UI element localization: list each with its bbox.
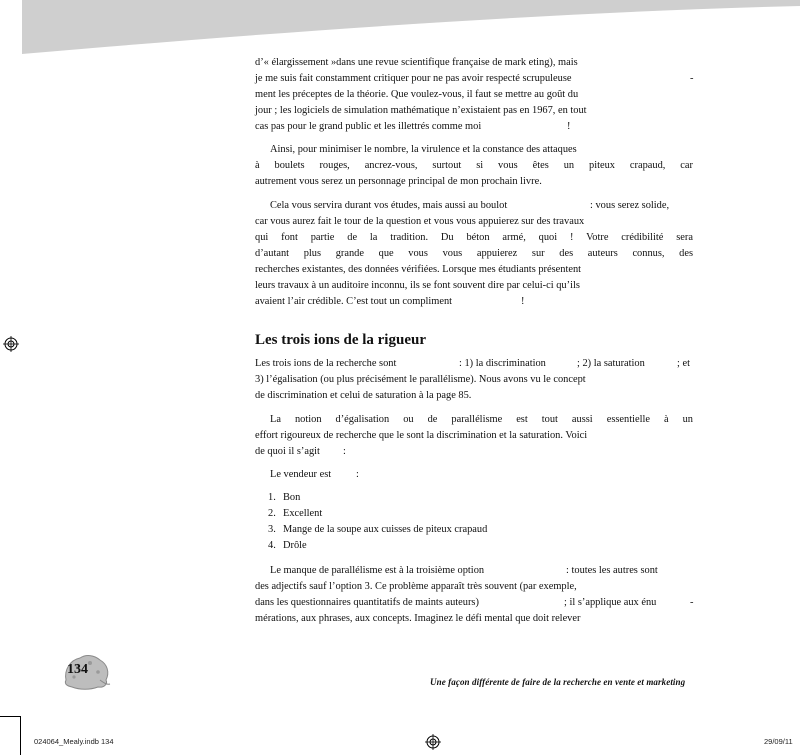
list-item-number: 4. xyxy=(268,540,276,551)
list-item: Bon xyxy=(283,492,301,503)
p7-line-1-end: : toutes les autres sont xyxy=(566,565,658,576)
list-item-number: 3. xyxy=(268,524,276,535)
list-item-number: 2. xyxy=(268,508,276,519)
swoosh-shape xyxy=(22,0,800,54)
p7-line-4: mérations, aux phrases, aux concepts. Imaginez le défi mental que doit relever xyxy=(255,613,581,624)
p7-line-2: des adjectifs sauf l’option 3. Ce problème apparaît très souvent (par exemple, xyxy=(255,581,577,592)
exclamation: ! xyxy=(567,121,571,132)
registration-mark-icon xyxy=(3,336,19,352)
p2-line-1: Ainsi, pour minimiser le nombre, la virulence et la constance des attaques xyxy=(270,144,577,155)
slug-filename: 024064_Mealy.indb 134 xyxy=(34,737,114,746)
p1-line-2: je me suis fait constamment critiquer pour ne pas avoir respecté scrupuleuse xyxy=(255,73,572,84)
p1-line-5: cas pas pour le grand public et les illettrés comme moi xyxy=(255,121,482,132)
p3-line-1: Cela vous servira durant vos études, mais aussi au boulot xyxy=(270,200,508,211)
p3-line-3: qui font partie de la tradition. Du béton armé, quoi ! Votre crédibilité sera xyxy=(255,232,693,243)
p4-line-3: de discrimination et celui de saturation à la page 85. xyxy=(255,390,472,401)
p1-line-3: ment les préceptes de la théorie. Que voulez-vous, il faut se mettre au goût du xyxy=(255,89,579,100)
p4-line-1: Les trois ions de la recherche sont xyxy=(255,358,397,369)
p4-item-3: ; et xyxy=(677,358,690,369)
slug-date: 29/09/11 xyxy=(764,737,793,746)
p3-line-4: d’autant plus grande que vous vous appuierez sur des auteurs connus, des xyxy=(255,248,693,259)
p7-line-3-end: ; il s’applique aux énu xyxy=(564,597,657,608)
hyphen: - xyxy=(690,73,694,84)
crop-mark xyxy=(20,716,21,755)
p7-line-1: Le manque de parallélisme est à la troisième option xyxy=(270,565,485,576)
list-item-number: 1. xyxy=(268,492,276,503)
header-swoosh xyxy=(0,0,800,60)
p3-line-2: car vous aurez fait le tour de la question et vous vous appuierez sur des travaux xyxy=(255,216,585,227)
p7-line-3: dans les questionnaires quantitatifs de maints auteurs) xyxy=(255,597,479,608)
p5-line-3: de quoi il s’agit xyxy=(255,446,320,457)
p5-line-1: La notion d’égalisation ou de parallélisme est tout aussi essentielle à un xyxy=(270,414,693,425)
p3-line-1-end: : vous serez solide, xyxy=(590,200,670,211)
p1-line-1: d’« élargissement »dans une revue scientifique française de mark eting), mais xyxy=(255,57,578,68)
section-heading: Les trois ions de la rigueur xyxy=(255,332,426,348)
p2-line-3: autrement vous serez un personnage principal de mon prochain livre. xyxy=(255,176,542,187)
p3-line-5: recherches existantes, des données vérifiées. Lorsque mes étudiants présentent xyxy=(255,264,582,275)
p2-line-2: à boulets rouges, ancrez-vous, surtout si vous êtes un piteux crapaud, car xyxy=(255,160,693,171)
list-item: Mange de la soupe aux cuisses de piteux crapaud xyxy=(283,524,488,535)
p4-item-1: : 1) la discrimination xyxy=(459,358,546,369)
hyphen: - xyxy=(690,597,694,608)
running-footer-title: Une façon différente de faire de la recherche en vente et marketing xyxy=(430,677,686,687)
registration-mark-icon xyxy=(425,734,441,750)
p6-line-1: Le vendeur est xyxy=(270,469,332,480)
p4-line-2: 3) l’égalisation (ou plus précisément le parallélisme). Nous avons vu le concept xyxy=(255,374,586,385)
p3-line-6: leurs travaux à un auditoire inconnu, ils se font souvent dire par celui-ci qu’ils xyxy=(255,280,580,291)
exclamation: ! xyxy=(521,296,525,307)
list-item: Drôle xyxy=(283,540,307,551)
colon: : xyxy=(343,446,346,457)
page-number: 134 xyxy=(67,662,88,677)
p3-line-7: avaient l’air crédible. C’est tout un compliment xyxy=(255,296,453,307)
p4-item-2: ; 2) la saturation xyxy=(577,358,645,369)
p5-line-2: effort rigoureux de recherche que le sont la discrimination et la saturation. Voici xyxy=(255,430,588,441)
list-item: Excellent xyxy=(283,508,323,519)
colon: : xyxy=(356,469,359,480)
p1-line-4: jour ; les logiciels de simulation mathématique n’existaient pas en 1967, en tout xyxy=(255,105,587,116)
crop-mark xyxy=(0,716,20,717)
